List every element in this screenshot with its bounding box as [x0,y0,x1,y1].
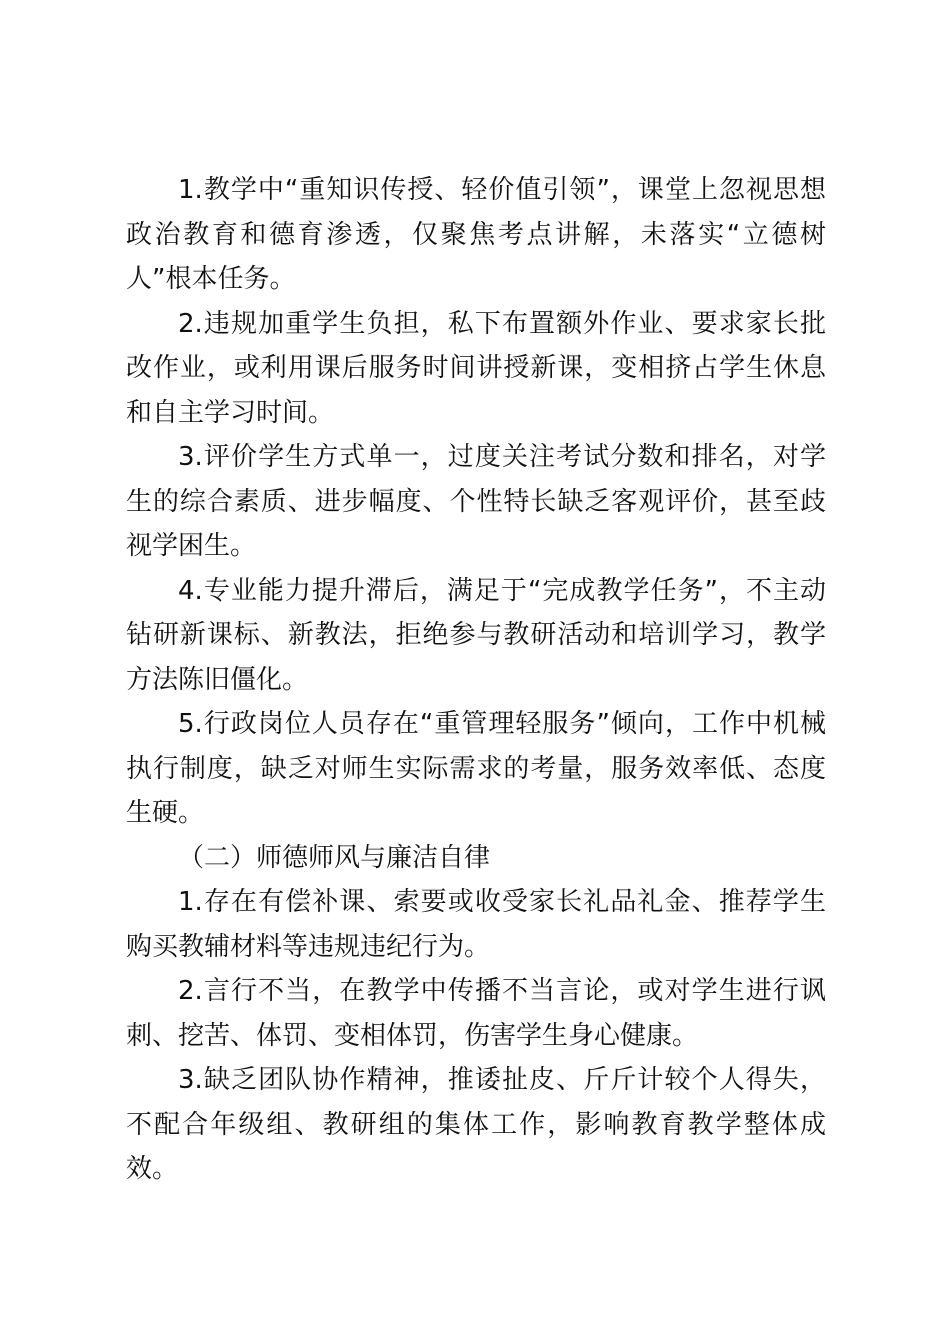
section-heading: （二）师德师风与廉洁自律 [178,842,491,873]
section-paragraph-item-3: 3.缺乏团队协作精神，推诿扯皮、斤斤计较个人得失，不配合年级组、教研组的集体工作，影响教育教学整体成效。 [126,1065,826,1184]
section-paragraph-item-2: 2.言行不当，在教学中传播不当言论，或对学生进行讽刺、挖苦、体罚、变相体罚，伤害学生身心健康。 [126,976,826,1051]
paragraph-item-5: 5.行政岗位人员存在“重管理轻服务”倾向，工作中机械执行制度，缺乏对师生实际需求的考量，服务效率低、态度生硬。 [126,709,826,828]
paragraph-item-4: 4.专业能力提升滞后，满足于“完成教学任务”，不主动钻研新课标、新教法，拒绝参与教研活动和培训学习，教学方法陈旧僵化。 [126,575,826,695]
section-paragraph-item-1: 1.存在有偿补课、索要或收受家长礼品礼金、推荐学生购买教辅材料等违规违纪行为。 [126,887,826,962]
paragraph-item-1: 1.教学中“重知识传授、轻价值引领”，课堂上忽视思想政治教育和德育渗透，仅聚焦考点讲解，未落实“立德树人”根本任务。 [126,175,826,294]
document-body [126,168,826,1192]
paragraph-item-3: 3.评价学生方式单一，过度关注考试分数和排名，对学生的综合素质、进步幅度、个性特长缺乏客观评价，甚至歧视学困生。 [126,442,826,561]
paragraph-item-2: 2.违规加重学生负担，私下布置额外作业、要求家长批改作业，或利用课后服务时间讲授新课，变相挤占学生休息和自主学习时间。 [126,308,826,428]
